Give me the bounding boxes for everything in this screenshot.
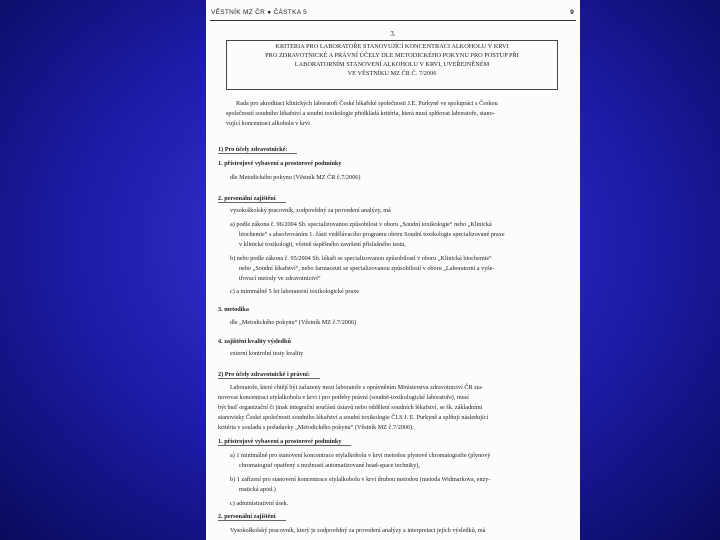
part1-s1-title: 1. přístrojové vybavení a prostorové podmínky: [218, 160, 342, 167]
part2-intro-line: Laboratoře, které chtějí být zařazeny mezi laboratoře s oprávněním Ministerstva zdravotnictví ČR sta-: [230, 384, 484, 391]
part2-s1-c: c) administrativní úsek.: [230, 500, 289, 507]
section-number: 3.: [390, 30, 396, 38]
part2-s1-b: b) 1 zařízení pro stanovení koncentrace etylalkoholu v krvi druhou metodou (metoda Widmarkova, enzy-: [230, 476, 491, 483]
part2-intro-line: kritéria v souladu s požadavky „Metodického pokynu“ (Věstník MZ č.7/2006):: [218, 424, 414, 431]
journal-name: VĚSTNÍK MZ ČR ● ČÁSTKA 5: [211, 9, 308, 16]
part2-s1-a: chromatograf opatřený s možností automatizované head-space techniky),: [239, 462, 420, 469]
part1-s3-text: dle „Metodického pokynu“ (Věstník MZ č.7/2006): [230, 319, 357, 326]
part1-s2-b: b) nebo podle zákona č. 95/2004 Sb. lékaři se specializovanou způsobilostí v oboru „Klinická biochemie“: [230, 255, 492, 262]
title-line: KRITERIA PRO LABORATOŘE STANOVUJÍCÍ KONCENTRACI ALKOHOLU V KRVI: [275, 43, 509, 50]
part2-s1-b: matická apod.): [239, 486, 276, 493]
intro-line: vující koncentraci alkoholu v krvi: [226, 120, 310, 127]
part1-s4-text: externí kontrolní testy kvality: [230, 350, 304, 357]
part2-intro-line: novovat koncentraci etylalkoholu v krvi i pro potřeby právní (soudně-toxikologické laboratoře), musí: [218, 394, 469, 401]
part2-heading: 2) Pro účely zdravotnické i právní:: [218, 370, 320, 380]
part1-s2-b: nebo „Soudní lékařství“, nebo farmaceuti se specializovanou způsobilostí v oboru „Laboratorní a vyše-: [239, 265, 495, 272]
title-line: LABORATORNÍM STANOVENÍ ALKOHOLU V KRVI, UVEŘEJNĚNÉM: [294, 61, 490, 68]
part1-s1-text: dle Metodického pokynu (Věstník MZ ČR č.7/2006): [230, 174, 361, 181]
part2-intro-line: stanovisky České společnosti soudního lékařství a soudní toxikologie ČLS J. E. Purkyně a splňují následující: [218, 414, 489, 421]
title-line: VE VĚSTNÍKU MZ ČR Č. 7/2006: [347, 70, 437, 77]
part1-s2-c: c) a minimálně 5 let laboratorní toxikologické praxe: [230, 288, 360, 295]
part1-s2-a: v klinické toxikologii, včetně úspěšného završení příslušného testu,: [239, 241, 406, 248]
title-box: [226, 40, 558, 90]
header-rule: [210, 20, 576, 21]
part1-s2-text: vysokoškolský pracovník, zodpovědný za provedení analýzy, má: [230, 207, 391, 214]
part2-s2-text: Vysokoškolský pracovník, který je zodpovědný za provedení analýzy a interpretaci jejích výsledků, má: [230, 527, 486, 534]
part2-s1-title: 1. přístrojové vybavení a prostorové podmínky: [218, 437, 351, 447]
intro-line: Rada pro akreditaci klinických laboratoří České lékařské společnosti J.E. Purkyně ve spolupráci s Českou: [236, 100, 498, 107]
part1-heading: 1) Pro účely zdravotnické:: [218, 145, 297, 155]
part1-s3-title: 3. metodika: [218, 306, 249, 313]
document-page: [206, 0, 580, 540]
part1-s2-a: biochemie“ s absolvováním 1. části vzdělávacího programu oboru Soudní toxikologie specializované praxe: [239, 231, 505, 238]
page-number: 9: [570, 9, 574, 16]
part2-intro-line: být buď organizační či jinak integrační součástí ústavů nebo oddělení soudních lékařství, se šk. základními: [218, 404, 483, 411]
intro-line: společností soudního lékařství a soudní toxikologie předkládá kritéria, která musí splňovat laboratoře, stano-: [226, 110, 495, 117]
part2-s1-a: a) 1 minimálně pro stanovení koncentrace etylalkoholu v krvi metodou plynové chromatografie (plynový: [230, 452, 491, 459]
part1-s4-title: 4. zajištění kvality výsledků: [218, 338, 291, 345]
part1-s2-title: 2. personální zajištění: [218, 194, 286, 204]
part1-s2-b: třovací metody ve zdravotnictví“: [239, 275, 321, 282]
part1-s2-a: a) podle zákona č. 96/2004 Sb. specializovanou způsobilost v oboru „Soudní toxikologie“ nebo „Klinická: [230, 221, 492, 228]
intro-paragraph: [226, 99, 566, 129]
title-line: PRO ZDRAVOTNICKÉ A PRÁVNÍ ÚČELY DLE METODICKÉHO POKYNU PRO POSTUP PŘI: [265, 52, 519, 59]
part2-s2-title: 2. personální zajištění: [218, 512, 286, 522]
